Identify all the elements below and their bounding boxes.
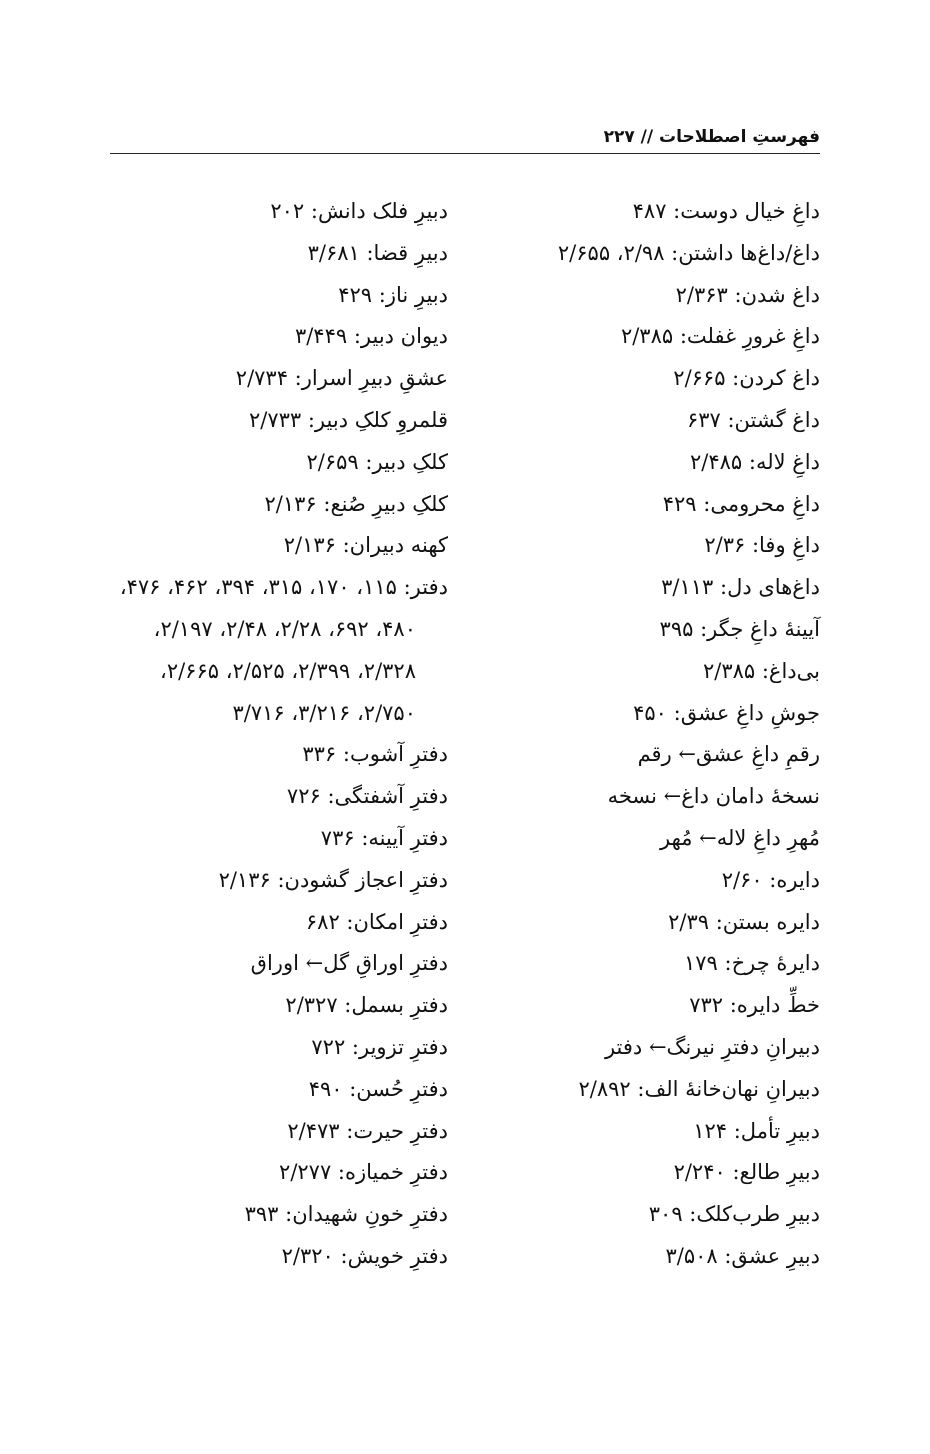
index-entry: داغِ لاله: ۲/۴۸۵ [690, 449, 820, 474]
index-entry: دفترِ حُسن: ۴۹۰ [308, 1076, 448, 1101]
index-entry: رقمِ داغِ عشق← رقم [637, 742, 820, 767]
index-entry: مُهرِ داغِ لاله← مُهر [659, 825, 820, 850]
header-separator: // [640, 127, 654, 147]
index-entry: دبیرِ قضا: ۳/۶۸۱ [307, 240, 448, 265]
index-entry: داغ کردن: ۲/۶۶۵ [673, 366, 820, 391]
index-entry: قلمروِ کلکِ دبیر: ۲/۷۳۳ [248, 407, 448, 432]
index-entry: دبیرِ طرب‌کلک: ۳۰۹ [648, 1202, 820, 1227]
header-rule [110, 153, 820, 154]
index-entry: آیینهٔ داغِ جگر: ۳۹۵ [659, 616, 820, 641]
index-entry: دفترِ تزویر: ۷۲۲ [311, 1034, 448, 1059]
index-entry: دبیرِ طالع: ۲/۲۴۰ [673, 1160, 820, 1185]
index-entry: داغ/داغ‌ها داشتن: ۲/۹۸، ۲/۶۵۵ [557, 240, 820, 265]
running-header [110, 122, 820, 152]
index-entry: نسخهٔ دامان داغ← نسخه [607, 784, 820, 809]
index-entry: داغِ محرومی: ۴۲۹ [662, 491, 820, 516]
index-entry: دفترِ خونِ شهیدان: ۳۹۳ [244, 1202, 448, 1227]
index-entry: داغِ غرورِ غفلت: ۲/۳۸۵ [620, 324, 820, 349]
page-number: ۲۲۷ [603, 127, 635, 147]
index-entry: دایرهٔ چرخ: ۱۷۹ [683, 951, 820, 976]
index-entry: دبیرِ ناز: ۴۲۹ [338, 282, 448, 307]
index-entry: عشقِ دبیرِ اسرار: ۲/۷۳۴ [235, 366, 448, 391]
index-entry: کهنه دبیران: ۲/۱۳۶ [283, 533, 448, 558]
index-entry: دبیرانِ نهان‌خانهٔ الف: ۲/۸۹۲ [578, 1076, 820, 1101]
index-entry: دفترِ اعجاز گشودن: ۲/۱۳۶ [218, 867, 448, 892]
index-entry: بی‌داغ: ۲/۳۸۵ [702, 658, 820, 683]
index-entry: دفترِ آشوب: ۳۳۶ [302, 742, 448, 767]
index-entry: دفترِ اوراقِ گل← اوراق [250, 951, 448, 976]
index-column-right [490, 191, 820, 1278]
index-entry: داغ شدن: ۲/۳۶۳ [675, 282, 820, 307]
index-entry: داغ‌های دل: ۳/۱۱۳ [661, 575, 820, 600]
index-entry: دبیرانِ دفترِ نیرنگ← دفتر [604, 1034, 820, 1059]
index-entry: دایره: ۲/۶۰ [721, 867, 820, 892]
index-entry: دفترِ حیرت: ۲/۴۷۳ [287, 1118, 448, 1143]
header-title: فهرستِ اصطلاحات [658, 127, 820, 147]
index-entry: داغِ خیال دوست: ۴۸۷ [632, 199, 820, 223]
index-entry: دفترِ خمیازه: ۲/۲۷۷ [279, 1160, 448, 1185]
index-entry: خطِّ دایره: ۷۳۲ [689, 993, 820, 1018]
index-entry: دفترِ آیینه: ۷۳۶ [320, 825, 448, 850]
index-entry: جوشِ داغِ عشق: ۴۵۰ [633, 700, 820, 725]
index-entry: دفتر: ۱۱۵، ۱۷۰، ۳۱۵، ۳۹۴، ۴۶۲، ۴۷۶، [119, 575, 448, 600]
index-entry-continuation: ۲/۳۲۸، ۲/۳۹۹، ۲/۵۲۵، ۲/۶۶۵، [160, 658, 416, 683]
index-entry: دایره بستن: ۲/۳۹ [668, 909, 820, 934]
index-entry: دفترِ بسمل: ۲/۳۲۷ [285, 993, 448, 1018]
index-column-left [78, 191, 448, 1278]
index-entry: کلکِ دبیر: ۲/۶۵۹ [306, 449, 448, 474]
index-entry: کلکِ دبیرِ صُنع: ۲/۱۳۶ [264, 491, 448, 516]
index-entry: دفترِ امکان: ۶۸۲ [305, 909, 448, 934]
index-entry: دیوان دبیر: ۳/۴۴۹ [294, 324, 448, 349]
index-entry: داغ گشتن: ۶۳۷ [686, 407, 820, 432]
index-entry: دفترِ خویش: ۲/۳۲۰ [281, 1243, 448, 1268]
index-entry-continuation: ۲/۷۵۰، ۳/۲۱۶، ۳/۷۱۶ [232, 700, 416, 725]
index-entry: دفترِ آشفتگی: ۷۲۶ [286, 784, 448, 809]
index-entry: دبیرِ عشق: ۳/۵۰۸ [665, 1243, 820, 1268]
index-entry-continuation: ۴۸۰، ۶۹۲، ۲/۲۸، ۲/۴۸، ۲/۱۹۷، [153, 616, 416, 641]
index-entry: داغِ وفا: ۲/۳۶ [704, 533, 820, 558]
index-entry: دبیرِ تأمل: ۱۲۴ [693, 1118, 820, 1143]
index-entry: دبیرِ فلک دانش: ۲۰۲ [270, 199, 448, 223]
